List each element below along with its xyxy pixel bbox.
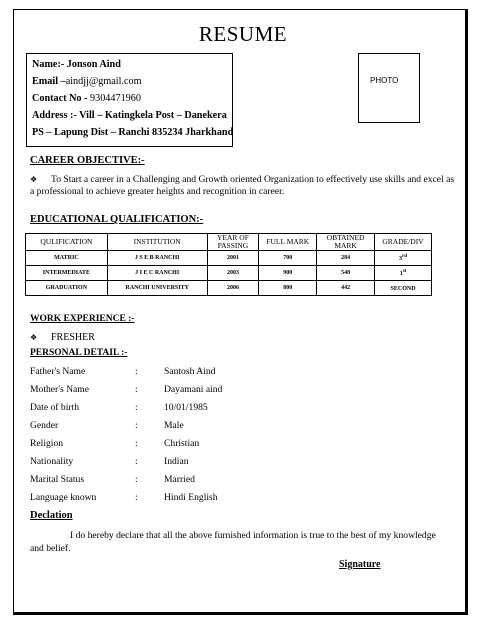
table-row: MATRIC J S E B RANCHI 2001 700 284 3rd xyxy=(26,251,432,266)
work-experience-value: ❖ FRESHER xyxy=(30,332,95,343)
table-header: YEAR OF PASSING xyxy=(207,234,259,251)
contact-address-2: PS – Lapung Dist – Ranchi 835234 Jharkhand xyxy=(32,127,234,138)
contact-address-1: Address :- Vill – Katingkela Post – Danekera xyxy=(32,110,227,121)
diamond-bullet-icon: ❖ xyxy=(30,333,38,342)
personal-detail-heading: PERSONAL DETAIL :- xyxy=(30,348,128,358)
signature-label: Signature xyxy=(339,559,381,570)
contact-phone: Contact No - 9304471960 xyxy=(32,93,141,104)
table-header: QULIFICATION xyxy=(26,234,108,251)
table-header: FULL MARK xyxy=(259,234,317,251)
photo-box xyxy=(358,53,420,123)
education-heading: EDUCATIONAL QUALIFICATION:- xyxy=(30,214,204,225)
diamond-bullet-icon: ❖ xyxy=(30,175,38,184)
education-table xyxy=(25,233,432,296)
photo-label: PHOTO xyxy=(370,76,399,85)
career-objective-text: ❖ To Start a career in a Challenging and Growth oriented Organization to effectively use skills and excel as a professional to achieve greater heights and recognition in career. xyxy=(30,174,455,197)
contact-name: Name:- Jonson Aind xyxy=(32,59,121,70)
declaration-text: I do hereby declare that all the above furnished information is true to the best of my knowledge and belief. xyxy=(30,530,436,554)
table-header: GRADE/DIV xyxy=(375,234,432,251)
work-experience-heading: WORK EXPERIENCE :- xyxy=(30,314,135,324)
contact-box xyxy=(26,53,233,147)
table-header: INSTITUTION xyxy=(107,234,207,251)
table-row: INTERMEDIATE J I E C RANCHI 2003 900 548 1st xyxy=(26,266,432,281)
page-title: RESUME xyxy=(198,22,288,46)
table-header: OBTAINED MARK xyxy=(317,234,375,251)
table-header-row xyxy=(26,234,432,251)
career-objective-heading: CAREER OBJECTIVE:- xyxy=(30,155,145,166)
declaration-heading: Declation xyxy=(30,510,73,521)
contact-email: Email –aindjj@gmail.com xyxy=(32,76,142,87)
table-row: GRADUATION RANCHI UNIVERSITY 2006 800 442 SECOND xyxy=(26,281,432,296)
